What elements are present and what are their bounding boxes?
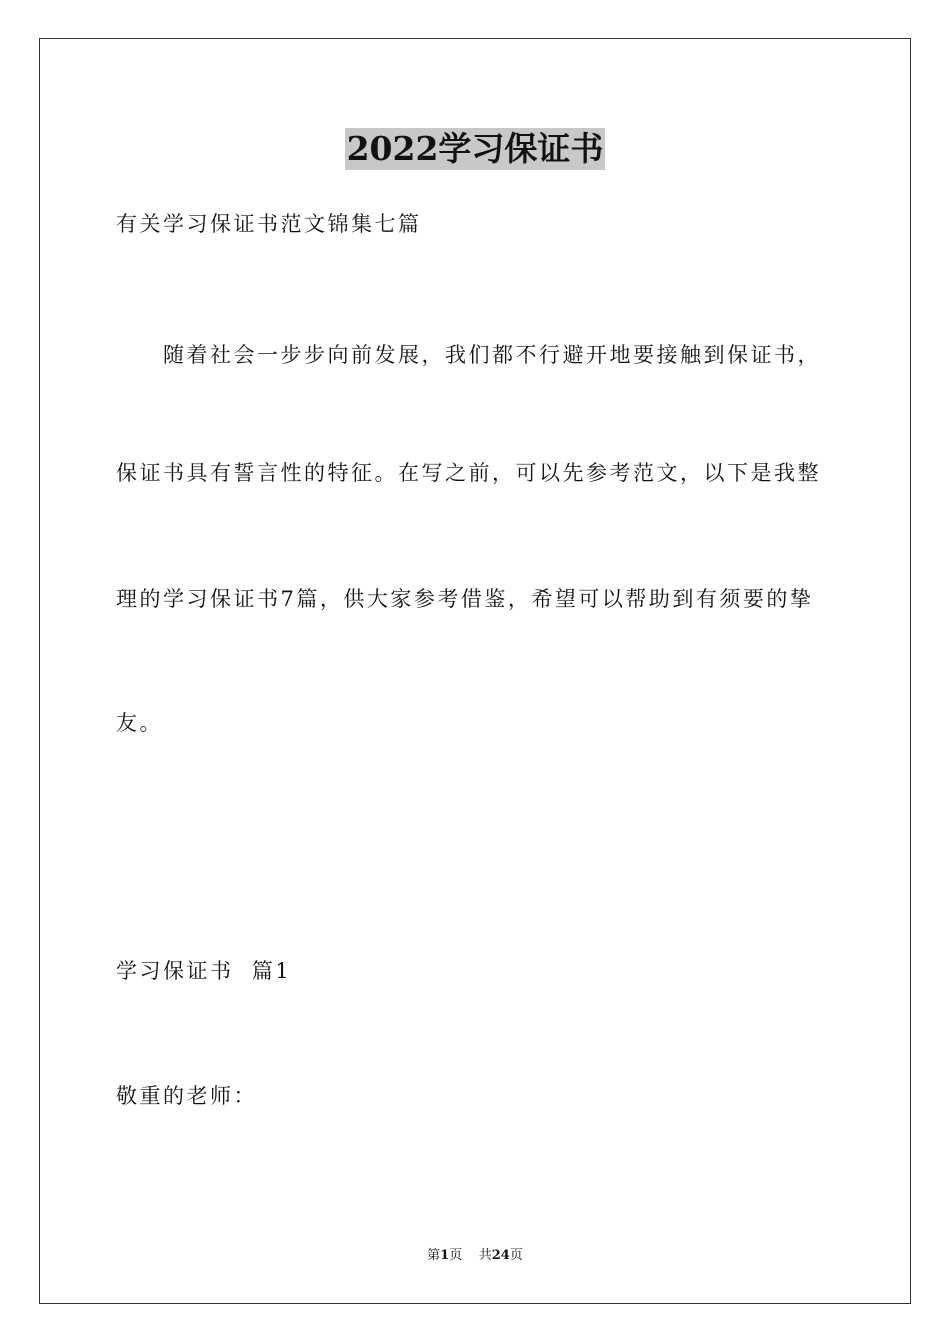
document-subtitle: 有关学习保证书范文锦集七篇 bbox=[116, 212, 422, 236]
page-footer bbox=[0, 1247, 950, 1265]
footer-page-prefix: 第 bbox=[427, 1248, 441, 1263]
section-heading: 学习保证书 篇1 bbox=[116, 959, 292, 983]
footer-total-pages: 24 bbox=[491, 1248, 510, 1263]
footer-total-prefix: 共 bbox=[478, 1248, 492, 1263]
footer-total-suffix: 页 bbox=[509, 1248, 523, 1263]
title-container bbox=[0, 128, 950, 170]
salutation: 敬重的老师： bbox=[116, 1084, 257, 1108]
footer-page-number: 1 bbox=[440, 1248, 450, 1263]
intro-line-3: 理的学习保证书7篇，供大家参考借鉴，希望可以帮助到有须要的挚 bbox=[116, 587, 814, 611]
document-title: 2022学习保证书 bbox=[346, 129, 604, 168]
footer-page-suffix: 页 bbox=[449, 1248, 463, 1263]
intro-line-1: 随着社会一步步向前发展，我们都不行避开地要接触到保证书， bbox=[163, 343, 821, 367]
intro-line-2: 保证书具有誓言性的特征。在写之前，可以先参考范文，以下是我整 bbox=[116, 461, 821, 485]
intro-line-4: 友。 bbox=[116, 711, 163, 735]
